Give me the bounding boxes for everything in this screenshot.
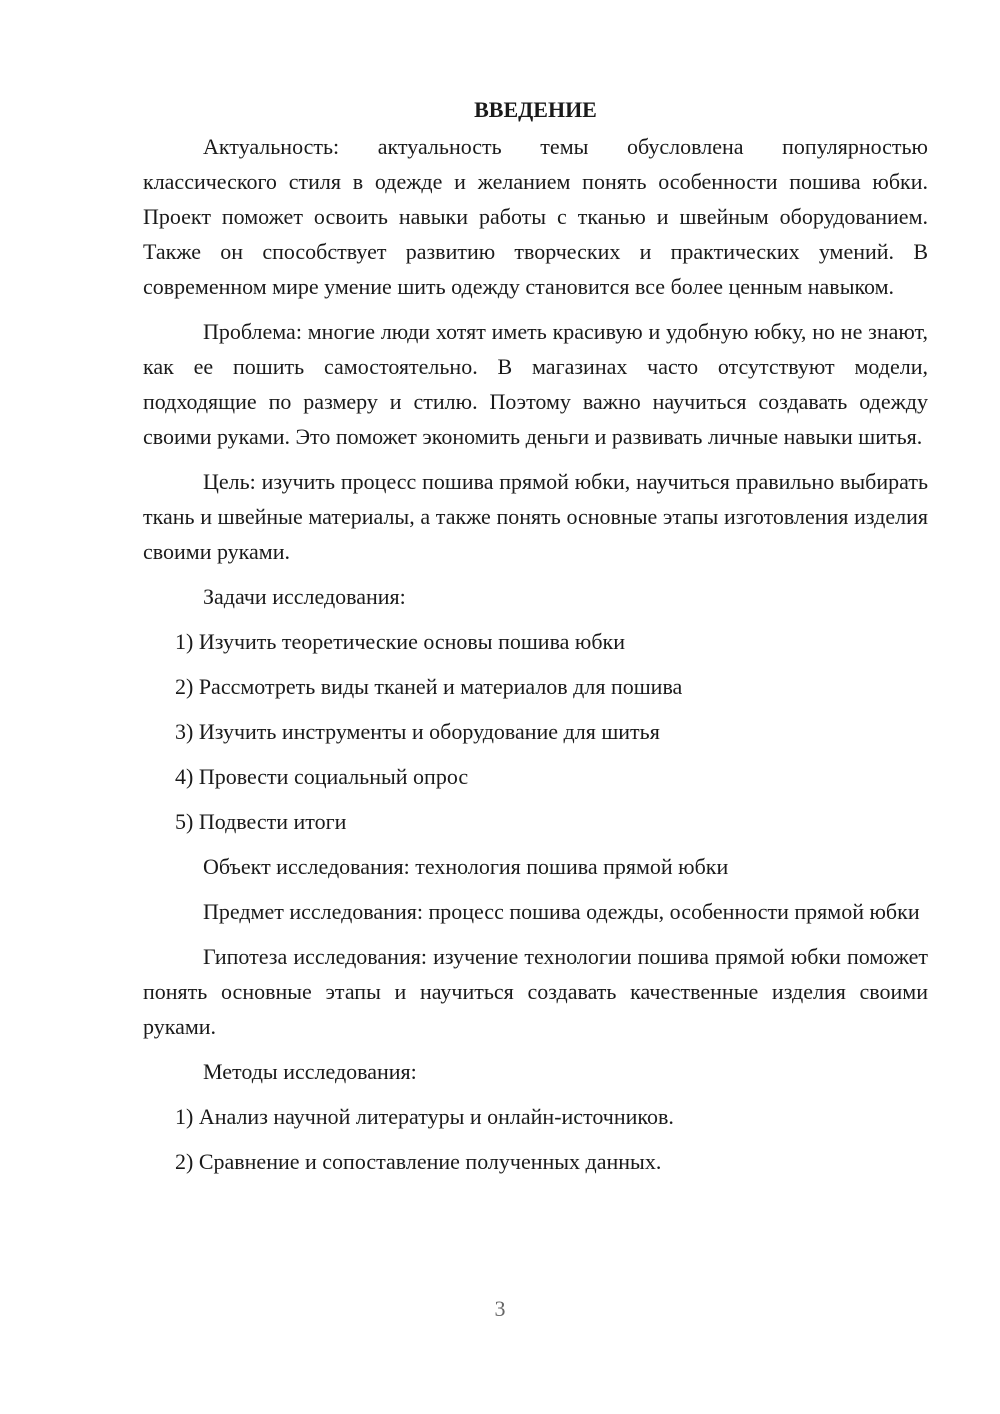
paragraph-subject: Предмет исследования: процесс пошива одежды, особенности прямой юбки xyxy=(203,899,920,924)
task-item: 2) Рассмотреть виды тканей и материалов для пошива xyxy=(175,674,683,699)
method-item: 1) Анализ научной литературы и онлайн-источников. xyxy=(175,1104,674,1129)
task-item: 3) Изучить инструменты и оборудование для шитья xyxy=(175,719,660,744)
paragraph-relevance: Актуальность: актуальность темы обусловлена популярностью классического стиля в одежде и желанием понять особенности пошива юбки. Проект поможет освоить навыки работы с тканью и швейным оборудованием. Также он способствует развитию творческих и практических умений. В современном мире умение шить одежду становится все более ценным навыком. xyxy=(143,134,928,299)
document-page xyxy=(143,92,928,1189)
paragraph-problem: Проблема: многие люди хотят иметь красивую и удобную юбку, но не знают, как ее пошить самостоятельно. В магазинах часто отсутствуют модели, подходящие по размеру и стилю. Поэтому важно научиться создавать одежду своими руками. Это поможет экономить деньги и развивать личные навыки шитья. xyxy=(143,319,928,449)
section-title: ВВЕДЕНИЕ xyxy=(474,97,597,122)
method-item: 2) Сравнение и сопоставление полученных данных. xyxy=(175,1149,662,1174)
tasks-heading: Задачи исследования: xyxy=(203,584,406,609)
paragraph-goal: Цель: изучить процесс пошива прямой юбки, научиться правильно выбирать ткань и швейные материалы, а также понять основные этапы изготовления изделия своими руками. xyxy=(143,469,928,564)
paragraph-hypothesis: Гипотеза исследования: изучение технологии пошива прямой юбки поможет понять основные этапы и научиться создавать качественные изделия своими руками. xyxy=(143,944,928,1039)
task-item: 4) Провести социальный опрос xyxy=(175,764,469,789)
task-item: 5) Подвести итоги xyxy=(175,809,347,834)
paragraph-object: Объект исследования: технология пошива прямой юбки xyxy=(203,854,729,879)
page-number: 3 xyxy=(494,1296,506,1321)
methods-heading: Методы исследования: xyxy=(203,1059,417,1084)
task-item: 1) Изучить теоретические основы пошива юбки xyxy=(175,629,626,654)
